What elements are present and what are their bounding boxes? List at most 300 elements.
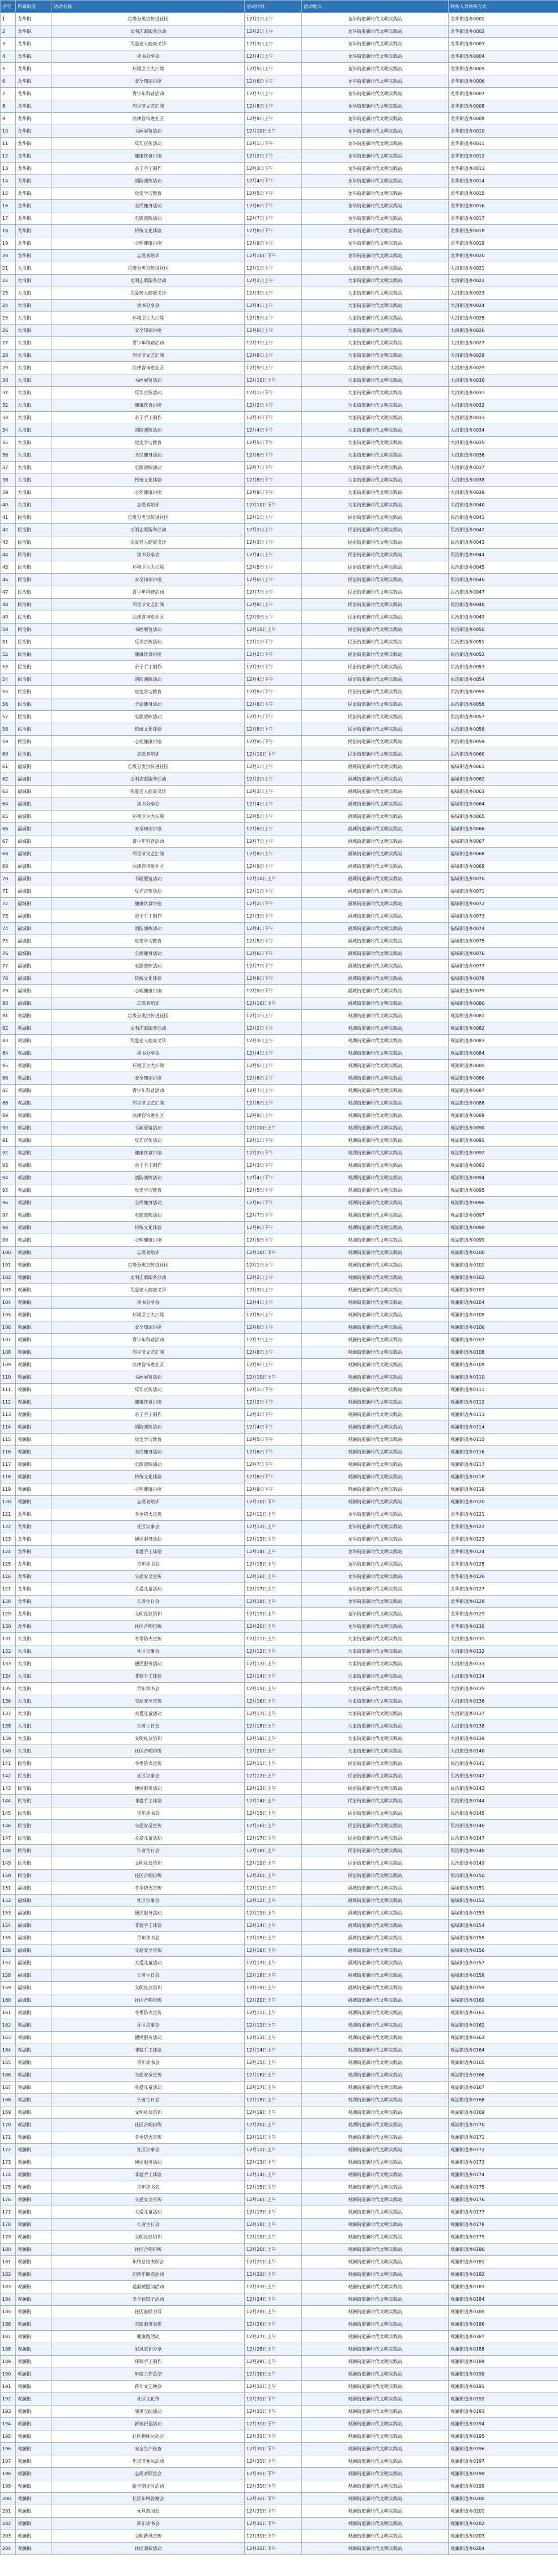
table-row[interactable]	[1, 2331, 558, 2343]
table-row[interactable]	[1, 163, 558, 175]
table-row[interactable]	[1, 1633, 558, 1645]
table-row[interactable]	[1, 1147, 558, 1159]
table-row[interactable]	[1, 2393, 558, 2406]
cell-name: 社区合唱排练	[52, 1994, 245, 2007]
table-row[interactable]	[1, 449, 558, 462]
table-row[interactable]	[1, 1272, 558, 1284]
cell-time: 12月6日上午	[245, 325, 302, 337]
cell-name: 交通安全宣传	[52, 1571, 245, 1583]
table-row[interactable]	[1, 2231, 558, 2244]
table-row[interactable]	[1, 312, 558, 325]
table-row[interactable]	[1, 2044, 558, 2057]
table-row[interactable]	[1, 835, 558, 848]
column-header-time[interactable]: 活动时间	[245, 1, 302, 13]
table-row[interactable]	[1, 1471, 558, 1483]
table-row[interactable]	[1, 262, 558, 275]
cell-time: 12月6日下午	[245, 200, 302, 212]
table-row[interactable]	[1, 175, 558, 187]
table-row[interactable]	[1, 910, 558, 923]
table-row[interactable]	[1, 649, 558, 661]
table-row[interactable]	[1, 536, 558, 549]
table-row[interactable]	[1, 549, 558, 561]
table-row[interactable]	[1, 1396, 558, 1409]
table-row[interactable]	[1, 1620, 558, 1633]
cell-no: 117	[1, 1458, 16, 1471]
table-body	[1, 13, 558, 2555]
table-row[interactable]	[1, 2244, 558, 2256]
cell-contact: 观澜街道办0111	[449, 1384, 558, 1396]
cell-contact: 龙华街道办0122	[449, 1521, 558, 1533]
cell-street: 观湖街	[16, 1222, 52, 1234]
table-row[interactable]	[1, 1259, 558, 1272]
table-row[interactable]	[1, 38, 558, 50]
table-row[interactable]	[1, 1807, 558, 1820]
table-row[interactable]	[1, 798, 558, 811]
table-row[interactable]	[1, 1047, 558, 1060]
cell-street: 观澜街	[16, 1371, 52, 1384]
table-row[interactable]	[1, 1022, 558, 1035]
cell-contact: 龙华街道办0124	[449, 1546, 558, 1558]
table-row[interactable]	[1, 1222, 558, 1234]
cell-contact: 观湖街道办0093	[449, 1159, 558, 1172]
table-row[interactable]	[1, 2156, 558, 2169]
table-row[interactable]	[1, 873, 558, 885]
table-row[interactable]	[1, 1882, 558, 1895]
table-row[interactable]	[1, 1172, 558, 1184]
table-row[interactable]	[1, 773, 558, 786]
table-row[interactable]	[1, 1895, 558, 1907]
table-row[interactable]	[1, 2530, 558, 2543]
cell-time: 12月3日下午	[245, 412, 302, 424]
table-row[interactable]	[1, 2318, 558, 2331]
table-row[interactable]	[1, 1944, 558, 1957]
cell-time: 12月11日上午	[245, 1508, 302, 1521]
table-row[interactable]	[1, 1832, 558, 1845]
table-row[interactable]	[1, 2418, 558, 2430]
table-row[interactable]	[1, 1421, 558, 1434]
table-row[interactable]	[1, 673, 558, 686]
cell-contact: 观澜街道办0108	[449, 1346, 558, 1359]
table-row[interactable]	[1, 723, 558, 736]
table-row[interactable]	[1, 1745, 558, 1758]
table-row[interactable]	[1, 823, 558, 835]
cell-street: 龙华街	[16, 88, 52, 100]
cell-contact: 龙华街道办0001	[449, 13, 558, 25]
cell-street: 龙华街	[16, 1533, 52, 1546]
cell-street: 福城街	[16, 885, 52, 898]
table-row[interactable]	[1, 1097, 558, 1110]
table-row[interactable]	[1, 250, 558, 262]
table-row[interactable]	[1, 2181, 558, 2194]
cell-contact: 大浪街道办0140	[449, 1745, 558, 1758]
table-row[interactable]	[1, 2007, 558, 2019]
table-row[interactable]	[1, 1010, 558, 1022]
table-row[interactable]	[1, 1384, 558, 1396]
table-row[interactable]	[1, 2069, 558, 2082]
table-row[interactable]	[1, 698, 558, 711]
cell-time: 12月6日上午	[245, 75, 302, 88]
table-row[interactable]	[1, 2381, 558, 2393]
table-row[interactable]	[1, 2505, 558, 2518]
table-row[interactable]	[1, 374, 558, 387]
cell-street: 龙华街	[16, 187, 52, 200]
table-row[interactable]	[1, 898, 558, 910]
cell-location: 大浪街道新时代文明实践站	[302, 312, 449, 325]
table-row[interactable]	[1, 1571, 558, 1583]
table-row[interactable]	[1, 2094, 558, 2106]
table-row[interactable]	[1, 811, 558, 823]
table-row[interactable]	[1, 511, 558, 524]
table-row[interactable]	[1, 711, 558, 723]
cell-street: 福城街	[16, 1895, 52, 1907]
table-row[interactable]	[1, 1496, 558, 1508]
cell-no: 145	[1, 1807, 16, 1820]
table-row[interactable]	[1, 2268, 558, 2281]
table-row[interactable]	[1, 50, 558, 63]
table-row[interactable]	[1, 1184, 558, 1197]
table-row[interactable]	[1, 1770, 558, 1782]
cell-name: 志愿服务表彰	[52, 2318, 245, 2331]
table-row[interactable]	[1, 1782, 558, 1795]
cell-street: 观澜街	[16, 2331, 52, 2343]
cell-contact: 福城街道办0067	[449, 835, 558, 848]
table-row[interactable]	[1, 1857, 558, 1870]
table-row[interactable]	[1, 2293, 558, 2306]
table-row[interactable]	[1, 300, 558, 312]
table-row[interactable]	[1, 1508, 558, 1521]
cell-contact: 龙华街道办0121	[449, 1508, 558, 1521]
table-row[interactable]	[1, 586, 558, 599]
cell-name: 年货节便民活动	[52, 2455, 245, 2468]
cell-street: 观澜街	[16, 2505, 52, 2518]
table-row[interactable]	[1, 487, 558, 499]
table-row[interactable]	[1, 1359, 558, 1371]
cell-street: 福城街	[16, 873, 52, 885]
cell-no: 58	[1, 723, 16, 736]
cell-street: 福城街	[16, 985, 52, 997]
cell-location: 福城街道新时代文明实践站	[302, 1882, 449, 1895]
cell-street: 观澜街	[16, 1458, 52, 1471]
table-row[interactable]	[1, 349, 558, 362]
table-row[interactable]	[1, 1932, 558, 1944]
table-row[interactable]	[1, 2281, 558, 2293]
table-row[interactable]	[1, 462, 558, 474]
cell-time: 12月16日上午	[245, 1571, 302, 1583]
cell-location: 大浪街道新时代文明实践站	[302, 287, 449, 300]
cell-no: 18	[1, 225, 16, 237]
table-row[interactable]	[1, 1060, 558, 1072]
table-row[interactable]	[1, 1371, 558, 1384]
table-row[interactable]	[1, 973, 558, 985]
cell-street: 观澜街	[16, 2306, 52, 2318]
cell-no: 146	[1, 1820, 16, 1832]
table-row[interactable]	[1, 1546, 558, 1558]
table-row[interactable]	[1, 2144, 558, 2156]
cell-no: 7	[1, 88, 16, 100]
table-row[interactable]	[1, 200, 558, 212]
table-row[interactable]	[1, 474, 558, 487]
table-row[interactable]	[1, 1296, 558, 1309]
table-row[interactable]	[1, 786, 558, 798]
table-row[interactable]	[1, 599, 558, 611]
cell-street: 观湖街	[16, 1110, 52, 1122]
table-row[interactable]	[1, 1072, 558, 1085]
table-row[interactable]	[1, 1446, 558, 1458]
table-row[interactable]	[1, 1608, 558, 1620]
table-row[interactable]	[1, 960, 558, 973]
cell-street: 福城街	[16, 973, 52, 985]
table-row[interactable]	[1, 1820, 558, 1832]
table-row[interactable]	[1, 2480, 558, 2493]
table-row[interactable]	[1, 2131, 558, 2144]
cell-no: 176	[1, 2194, 16, 2206]
table-row[interactable]	[1, 1957, 558, 1969]
table-row[interactable]	[1, 2057, 558, 2069]
table-row[interactable]	[1, 13, 558, 25]
table-row[interactable]	[1, 2206, 558, 2219]
table-row[interactable]	[1, 1758, 558, 1770]
table-row[interactable]	[1, 1920, 558, 1932]
cell-location: 福城街道新时代文明实践站	[302, 835, 449, 848]
table-row[interactable]	[1, 412, 558, 424]
cell-contact: 观湖街道办0168	[449, 2094, 558, 2106]
table-row[interactable]	[1, 923, 558, 935]
column-header-no[interactable]: 序号	[1, 1, 16, 13]
cell-location: 观湖街道新时代文明实践站	[302, 1035, 449, 1047]
table-row[interactable]	[1, 948, 558, 960]
table-row[interactable]	[1, 2356, 558, 2368]
cell-name: 读书分享会	[52, 798, 245, 811]
table-row[interactable]	[1, 2455, 558, 2468]
cell-location: 福城街道新时代文明实践站	[302, 1907, 449, 1920]
table-row[interactable]	[1, 1409, 558, 1421]
table-row[interactable]	[1, 1135, 558, 1147]
cell-contact: 观澜街道办0182	[449, 2268, 558, 2281]
table-row[interactable]	[1, 1733, 558, 1745]
cell-street: 龙华街	[16, 200, 52, 212]
table-row[interactable]	[1, 1870, 558, 1882]
table-row[interactable]	[1, 2443, 558, 2455]
table-row[interactable]	[1, 661, 558, 673]
table-row[interactable]	[1, 2468, 558, 2480]
table-row[interactable]	[1, 499, 558, 511]
table-row[interactable]	[1, 1845, 558, 1857]
table-row[interactable]	[1, 225, 558, 237]
table-row[interactable]	[1, 611, 558, 624]
column-header-location[interactable]: 活动地点	[302, 1, 449, 13]
cell-name: 电影放映活动	[52, 212, 245, 225]
table-row[interactable]	[1, 1309, 558, 1321]
table-row[interactable]	[1, 1483, 558, 1496]
cell-time: 12月17日上午	[245, 1583, 302, 1596]
table-row[interactable]	[1, 1334, 558, 1346]
table-row[interactable]	[1, 748, 558, 761]
table-row[interactable]	[1, 1708, 558, 1720]
cell-contact: 观湖街道办0088	[449, 1097, 558, 1110]
cell-street: 龙华街	[16, 1596, 52, 1608]
table-row[interactable]	[1, 1982, 558, 1994]
table-row[interactable]	[1, 2219, 558, 2231]
table-row[interactable]	[1, 113, 558, 125]
table-row[interactable]	[1, 574, 558, 586]
table-row[interactable]	[1, 624, 558, 636]
table-row[interactable]	[1, 399, 558, 412]
table-row[interactable]	[1, 1521, 558, 1533]
table-row[interactable]	[1, 2430, 558, 2443]
table-row[interactable]	[1, 1907, 558, 1920]
cell-street: 福城街	[16, 960, 52, 973]
cell-location: 民治街道新时代文明实践站	[302, 511, 449, 524]
table-row[interactable]	[1, 2019, 558, 2032]
table-row[interactable]	[1, 287, 558, 300]
table-row[interactable]	[1, 1110, 558, 1122]
cell-name: 新年倒计时活动	[52, 2480, 245, 2493]
table-row[interactable]	[1, 237, 558, 250]
cell-time: 12月9日上午	[245, 1110, 302, 1122]
table-row[interactable]	[1, 2169, 558, 2181]
cell-time: 12月19日上午	[245, 2231, 302, 2244]
table-row[interactable]	[1, 25, 558, 38]
table-row[interactable]	[1, 1596, 558, 1608]
table-row[interactable]	[1, 2493, 558, 2505]
cell-name: 传统文化体验	[52, 225, 245, 237]
table-row[interactable]	[1, 860, 558, 873]
cell-street: 大浪街	[16, 437, 52, 449]
table-row[interactable]	[1, 1969, 558, 1982]
table-row[interactable]	[1, 2518, 558, 2530]
cell-street: 观澜街	[16, 2480, 52, 2493]
table-row[interactable]	[1, 387, 558, 399]
cell-contact: 大浪街道办0021	[449, 262, 558, 275]
cell-name: 党史学习教育	[52, 686, 245, 698]
cell-name: 新春祝福活动	[52, 2418, 245, 2430]
table-row[interactable]	[1, 1122, 558, 1135]
table-row[interactable]	[1, 1670, 558, 1683]
table-row[interactable]	[1, 2343, 558, 2356]
table-row[interactable]	[1, 1658, 558, 1670]
table-row[interactable]	[1, 1458, 558, 1471]
table-row[interactable]	[1, 736, 558, 748]
table-row[interactable]	[1, 1533, 558, 1546]
cell-name: 年终总结表彰会	[52, 2256, 245, 2268]
cell-street: 大浪街	[16, 1708, 52, 1720]
cell-time: 12月15日上午	[245, 1932, 302, 1944]
cell-contact: 观澜街道办0204	[449, 2543, 558, 2555]
cell-contact: 观澜街道办0188	[449, 2343, 558, 2356]
table-row[interactable]	[1, 985, 558, 997]
cell-location: 龙华街道新时代文明实践站	[302, 25, 449, 38]
table-row[interactable]	[1, 1209, 558, 1222]
table-row[interactable]	[1, 935, 558, 948]
table-row[interactable]	[1, 75, 558, 88]
table-row[interactable]	[1, 561, 558, 574]
table-row[interactable]	[1, 1720, 558, 1733]
table-row[interactable]	[1, 1583, 558, 1596]
table-row[interactable]	[1, 88, 558, 100]
table-row[interactable]	[1, 1284, 558, 1296]
cell-no: 96	[1, 1197, 16, 1209]
cell-street: 民治街	[16, 624, 52, 636]
table-row[interactable]	[1, 275, 558, 287]
column-header-name[interactable]: 活动名称	[52, 1, 245, 13]
cell-contact: 龙华街道办0010	[449, 125, 558, 138]
table-row[interactable]	[1, 2368, 558, 2381]
cell-no: 131	[1, 1633, 16, 1645]
cell-name: 反诈宣传活动	[52, 885, 245, 898]
table-row[interactable]	[1, 524, 558, 536]
table-row[interactable]	[1, 138, 558, 150]
table-row[interactable]	[1, 761, 558, 773]
table-row[interactable]	[1, 100, 558, 113]
cell-no: 179	[1, 2231, 16, 2244]
table-row[interactable]	[1, 2106, 558, 2119]
table-row[interactable]	[1, 337, 558, 349]
table-row[interactable]	[1, 848, 558, 860]
cell-name: 心理健康讲座	[52, 487, 245, 499]
table-row[interactable]	[1, 1434, 558, 1446]
table-row[interactable]	[1, 63, 558, 75]
table-row[interactable]	[1, 1085, 558, 1097]
table-row[interactable]	[1, 1197, 558, 1209]
cell-contact: 观澜街道办0104	[449, 1296, 558, 1309]
table-row[interactable]	[1, 1247, 558, 1259]
table-row[interactable]	[1, 997, 558, 1010]
table-row[interactable]	[1, 325, 558, 337]
cell-street: 民治街	[16, 586, 52, 599]
table-row[interactable]	[1, 2032, 558, 2044]
table-row[interactable]	[1, 2119, 558, 2131]
table-row[interactable]	[1, 212, 558, 225]
table-row[interactable]	[1, 125, 558, 138]
table-row[interactable]	[1, 686, 558, 698]
cell-street: 龙华街	[16, 1521, 52, 1533]
table-row[interactable]	[1, 1994, 558, 2007]
cell-time: 12月2日下午	[245, 150, 302, 163]
cell-contact: 大浪街道办0035	[449, 437, 558, 449]
column-header-contact[interactable]: 联系人及联系方式	[449, 1, 558, 13]
table-row[interactable]	[1, 1234, 558, 1247]
table-row[interactable]	[1, 362, 558, 374]
table-row[interactable]	[1, 2194, 558, 2206]
table-row[interactable]	[1, 1321, 558, 1334]
table-row[interactable]	[1, 1795, 558, 1807]
table-row[interactable]	[1, 150, 558, 163]
cell-contact: 民治街道办0051	[449, 636, 558, 649]
table-row[interactable]	[1, 2306, 558, 2318]
table-row[interactable]	[1, 1346, 558, 1359]
table-row[interactable]	[1, 187, 558, 200]
table-row[interactable]	[1, 424, 558, 437]
table-row[interactable]	[1, 885, 558, 898]
table-row[interactable]	[1, 437, 558, 449]
table-row[interactable]	[1, 636, 558, 649]
table-row[interactable]	[1, 2543, 558, 2555]
table-row[interactable]	[1, 1159, 558, 1172]
table-row[interactable]	[1, 2256, 558, 2268]
table-row[interactable]	[1, 1645, 558, 1658]
table-row[interactable]	[1, 1695, 558, 1708]
cell-contact: 观澜街道办0174	[449, 2169, 558, 2181]
cell-contact: 龙华街道办0012	[449, 150, 558, 163]
table-row[interactable]	[1, 2406, 558, 2418]
table-row[interactable]	[1, 1558, 558, 1571]
table-row[interactable]	[1, 2082, 558, 2094]
column-header-street[interactable]: 所属街道	[16, 1, 52, 13]
table-row[interactable]	[1, 1683, 558, 1695]
cell-street: 观澜街	[16, 1396, 52, 1409]
table-row[interactable]	[1, 1035, 558, 1047]
cell-no: 35	[1, 437, 16, 449]
